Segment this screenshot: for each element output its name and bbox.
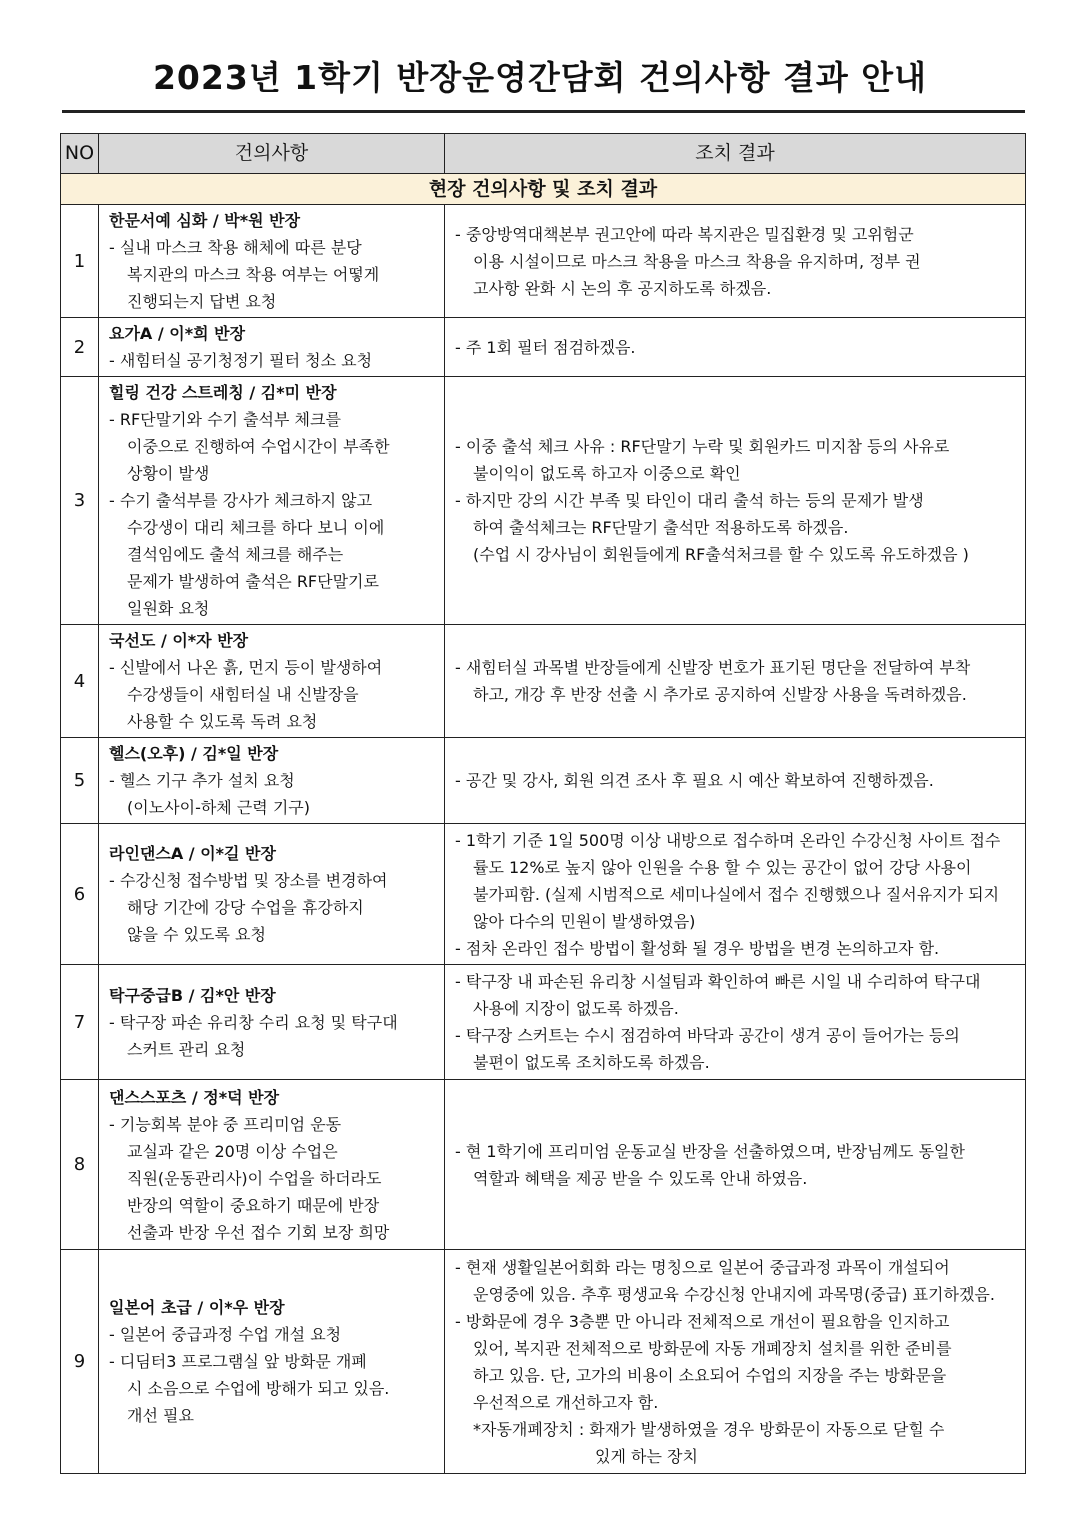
request-line: 개선 필요 (127, 1406, 194, 1425)
request-line: 스커트 관리 요청 (127, 1039, 246, 1059)
header-result: 조치 결과 (445, 134, 1026, 174)
result-cell (445, 1250, 1026, 1474)
request-line: 복지관의 마스크 착용 여부는 어떻게 (127, 265, 380, 284)
request-title: 한문서예 심화 / 박*원 반장 (109, 211, 301, 230)
result-line: *자동개폐장치 : 화재가 발생하였을 경우 방화문이 자동으로 닫힐 수 (473, 1419, 945, 1439)
row-number: 5 (61, 738, 99, 824)
result-line: - 점차 온라인 접수 방법이 활성화 될 경우 방법을 변경 논의하고자 함. (455, 938, 940, 958)
request-cell (99, 205, 445, 318)
request-line: - 일본어 중급과정 수업 개설 요청 (109, 1325, 342, 1344)
request-line: 시 소음으로 수업에 방해가 되고 있음. (127, 1379, 390, 1398)
request-line: 직원(운동관리사)이 수업을 하더라도 (127, 1168, 382, 1188)
result-line: - 하지만 강의 시간 부족 및 타인이 대리 출석 하는 등의 문제가 발생 (455, 491, 924, 510)
result-cell (445, 625, 1026, 738)
result-cell (445, 377, 1026, 625)
table-row (61, 205, 1026, 318)
request-cell (99, 965, 445, 1080)
request-line: 선출과 반장 우선 접수 기회 보장 희망 (127, 1222, 390, 1242)
result-line: - 중앙방역대책본부 권고안에 따라 복지관은 밀집환경 및 고위험군 (455, 224, 914, 244)
request-line: 이중으로 진행하여 수업시간이 부족한 (127, 437, 390, 456)
request-title: 탁구중급B / 김*안 반장 (109, 985, 276, 1005)
result-line: - 이중 출석 체크 사유 : RF단말기 누락 및 회원카드 미지참 등의 사유로 (455, 437, 950, 456)
request-line: 일원화 요청 (127, 599, 210, 618)
section-title: 현장 건의사항 및 조치 결과 (61, 174, 1026, 205)
page-title: 2023년 1학기 반장운영간담회 건의사항 결과 안내 (152, 58, 928, 97)
result-line: 운영중에 있음. 추후 평생교육 수강신청 안내지에 과목명(중급) 표기하겠음. (473, 1284, 995, 1304)
result-line: - 방화문에 경우 3층뿐 만 아니라 전체적으로 개선이 필요함을 인지하고 (455, 1311, 950, 1331)
request-line: - 실내 마스크 착용 해체에 따른 분당 (109, 238, 362, 257)
row-number: 9 (61, 1250, 99, 1474)
request-line: - 신발에서 나온 흙, 먼지 등이 발생하여 (109, 658, 383, 677)
result-line: 있게 하는 장치 (595, 1446, 698, 1466)
request-title: 일본어 초급 / 이*우 반장 (109, 1298, 285, 1317)
request-title: 힐링 건강 스트레칭 / 김*미 반장 (109, 383, 337, 402)
result-line: - 공간 및 강사, 회원 의견 조사 후 필요 시 예산 확보하여 진행하겠음. (455, 771, 934, 790)
header-no: NO (61, 134, 99, 174)
request-line: 수강생이 대리 체크를 하다 보니 이에 (127, 518, 385, 537)
request-line: 반장의 역할이 중요하기 때문에 반장 (127, 1195, 380, 1215)
row-number: 8 (61, 1080, 99, 1250)
result-line: 불편이 없도록 조치하도록 하겠음. (473, 1053, 710, 1072)
request-line: - 수강신청 접수방법 및 장소를 변경하여 (109, 871, 388, 890)
result-line: - 탁구장 내 파손된 유리창 시설팀과 확인하여 빠른 시일 내 수리하여 탁구대 (455, 972, 981, 991)
section-row (61, 174, 1026, 205)
table-header-row (61, 134, 1026, 174)
request-cell (99, 824, 445, 965)
table-row (61, 965, 1026, 1080)
request-line: 진행되는지 답변 요청 (127, 292, 277, 311)
table-row (61, 625, 1026, 738)
row-number: 2 (61, 318, 99, 377)
request-line: 않을 수 있도록 요청 (127, 925, 266, 944)
result-line: - 1학기 기준 1일 500명 이상 내방으로 접수하며 온라인 수강신청 사이트 접수 (455, 830, 1001, 850)
request-cell (99, 625, 445, 738)
request-cell (99, 1250, 445, 1474)
request-line: - RF단말기와 수기 출석부 체크를 (109, 410, 341, 429)
result-cell (445, 738, 1026, 824)
request-title: 요가A / 이*희 반장 (109, 324, 246, 343)
request-line: - 탁구장 파손 유리창 수리 요청 및 탁구대 (109, 1012, 398, 1032)
request-title: 국선도 / 이*자 반장 (109, 631, 249, 650)
table-row (61, 318, 1026, 377)
request-cell (99, 318, 445, 377)
result-line: 고사항 완화 시 논의 후 공지하도록 하겠음. (473, 278, 772, 298)
result-line: - 탁구장 스커트는 수시 점검하여 바닥과 공간이 생겨 공이 들어가는 등의 (455, 1026, 960, 1045)
table-row (61, 1080, 1026, 1250)
result-cell (445, 965, 1026, 1080)
result-line: - 현재 생활일본어회화 라는 명칭으로 일본어 중급과정 과목이 개설되어 (455, 1257, 950, 1277)
request-line: (이노사이-하체 근력 기구) (127, 798, 310, 817)
request-title: 댄스스포츠 / 정*덕 반장 (109, 1087, 280, 1107)
request-line: 해당 기간에 강당 수업을 휴강하지 (127, 898, 364, 917)
result-line: 역할과 혜택을 제공 받을 수 있도록 안내 하였음. (473, 1168, 808, 1188)
request-title: 헬스(오후) / 김*일 반장 (109, 744, 279, 763)
result-line: 률도 12%로 높지 않아 인원을 수용 할 수 있는 공간이 없어 강당 사용이 (473, 857, 972, 877)
result-line: 하고 있음. 단, 고가의 비용이 소요되어 수업의 지장을 주는 방화문을 (473, 1365, 947, 1385)
result-line: - 주 1회 필터 점검하겠음. (455, 337, 636, 357)
row-number: 4 (61, 625, 99, 738)
request-line: 교실과 같은 20명 이상 수업은 (127, 1141, 338, 1161)
header-request: 건의사항 (99, 134, 445, 174)
result-line: 불가피함. (실제 시범적으로 세미나실에서 접수 진행했으나 질서유지가 되지 (473, 884, 1000, 904)
table-row (61, 824, 1026, 965)
table-row (61, 1250, 1026, 1474)
result-line: - 새힘터실 과목별 반장들에게 신발장 번호가 표기된 명단을 전달하여 부착 (455, 658, 971, 677)
result-line: 사용에 지장이 없도록 하겠음. (473, 999, 679, 1018)
result-cell (445, 205, 1026, 318)
request-cell (99, 377, 445, 625)
request-line: - 새힘터실 공기청정기 필터 청소 요청 (109, 351, 373, 370)
request-line: 수강생들이 새힘터실 내 신발장을 (127, 685, 359, 704)
result-line: 우선적으로 개선하고자 함. (473, 1392, 659, 1412)
request-line: - 디딤터3 프로그램실 앞 방화문 개폐 (109, 1352, 367, 1371)
title-divider (62, 110, 1025, 113)
row-number: 6 (61, 824, 99, 965)
suggestions-table (60, 133, 1026, 1474)
row-number: 1 (61, 205, 99, 318)
request-line: - 헬스 기구 추가 설치 요청 (109, 771, 295, 790)
result-line: 불이익이 없도록 하고자 이중으로 확인 (473, 464, 741, 483)
result-line: 하고, 개강 후 반장 선출 시 추가로 공지하여 신발장 사용을 독려하겠음. (473, 685, 967, 704)
result-line: - 현 1학기에 프리미엄 운동교실 반장을 선출하였으며, 반장님께도 동일한 (455, 1141, 965, 1161)
request-line: - 기능회복 분야 중 프리미엄 운동 (109, 1114, 342, 1134)
result-cell (445, 824, 1026, 965)
result-line: (수업 시 강사님이 회원들에게 RF출석처크를 할 수 있도록 유도하겠음 ) (473, 545, 969, 564)
request-line: 상황이 발생 (127, 464, 210, 483)
result-line: 하여 출석체크는 RF단말기 출석만 적용하도록 하겠음. (473, 518, 849, 537)
result-line: 않아 다수의 민원이 발생하였음) (473, 911, 696, 931)
request-cell (99, 738, 445, 824)
request-line: 사용할 수 있도록 독려 요청 (127, 712, 318, 731)
row-number: 3 (61, 377, 99, 625)
result-cell (445, 1080, 1026, 1250)
result-line: 이용 시설이므로 마스크 착용을 마스크 착용을 유지하며, 정부 권 (473, 251, 921, 271)
request-line: 결석임에도 출석 체크를 해주는 (127, 545, 344, 564)
request-line: - 수기 출석부를 강사가 체크하지 않고 (109, 491, 373, 510)
request-title: 라인댄스A / 이*길 반장 (109, 844, 276, 863)
request-line: 문제가 발생하여 출석은 RF단말기로 (127, 572, 379, 591)
table-row (61, 738, 1026, 824)
result-line: 있어, 복지관 전체적으로 방화문에 자동 개폐장치 설치를 위한 준비를 (473, 1338, 952, 1358)
result-cell (445, 318, 1026, 377)
request-cell (99, 1080, 445, 1250)
table-row (61, 377, 1026, 625)
row-number: 7 (61, 965, 99, 1080)
